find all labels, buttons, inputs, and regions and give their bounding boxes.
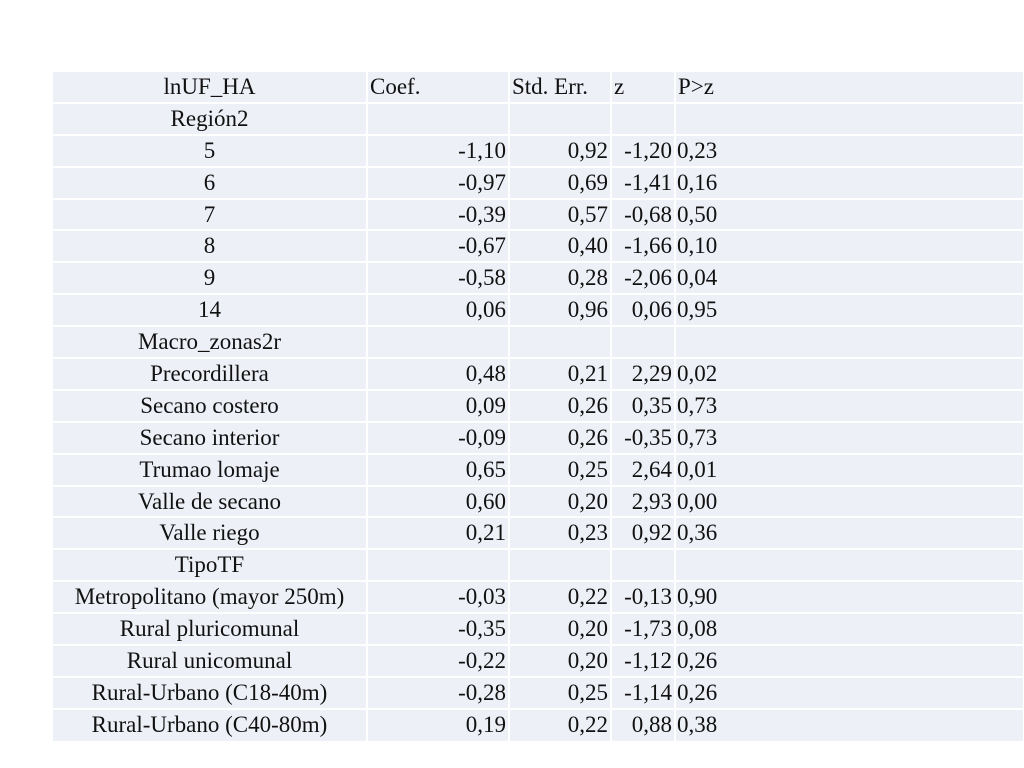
row-z: -1,66: [611, 230, 675, 262]
row-coef: [367, 103, 509, 135]
row-z: -1,41: [611, 167, 675, 199]
row-label: Secano interior: [53, 422, 367, 454]
header-z: z: [611, 71, 675, 103]
row-std-err: 0,40: [509, 230, 611, 262]
row-z: -1,73: [611, 613, 675, 645]
table-row: [53, 103, 1024, 135]
row-std-err: 0,28: [509, 262, 611, 294]
table-row: [53, 230, 1024, 262]
row-coef: -0,97: [367, 167, 509, 199]
table-row: [53, 677, 1024, 709]
row-std-err: [509, 549, 611, 581]
regression-table-container: [53, 70, 1024, 741]
table-row: [53, 645, 1024, 677]
table-row: [53, 486, 1024, 518]
row-std-err: 0,25: [509, 454, 611, 486]
row-p-value: [675, 326, 1024, 358]
row-label: TipoTF: [53, 549, 367, 581]
table-body: [53, 103, 1024, 741]
row-std-err: [509, 326, 611, 358]
row-std-err: 0,26: [509, 422, 611, 454]
table-row: [53, 262, 1024, 294]
row-label: Rural-Urbano (C18-40m): [53, 677, 367, 709]
row-label: 6: [53, 167, 367, 199]
row-label: Metropolitano (mayor 250m): [53, 581, 367, 613]
row-std-err: 0,21: [509, 358, 611, 390]
table-row: [53, 390, 1024, 422]
row-std-err: 0,22: [509, 581, 611, 613]
table-row: [53, 294, 1024, 326]
row-coef: -0,35: [367, 613, 509, 645]
row-p-value: 0,73: [675, 390, 1024, 422]
row-coef: 0,09: [367, 390, 509, 422]
row-z: 0,88: [611, 709, 675, 741]
row-coef: 0,60: [367, 486, 509, 518]
row-p-value: 0,16: [675, 167, 1024, 199]
row-z: 2,29: [611, 358, 675, 390]
row-std-err: 0,96: [509, 294, 611, 326]
regression-table: [53, 70, 1024, 741]
table-row: [53, 167, 1024, 199]
row-std-err: 0,23: [509, 517, 611, 549]
row-coef: -0,39: [367, 199, 509, 231]
row-label: Valle riego: [53, 517, 367, 549]
row-std-err: 0,20: [509, 486, 611, 518]
header-row: [53, 71, 1024, 103]
row-label: Macro_zonas2r: [53, 326, 367, 358]
row-z: 2,93: [611, 486, 675, 518]
row-std-err: 0,57: [509, 199, 611, 231]
table-row: [53, 581, 1024, 613]
row-coef: 0,21: [367, 517, 509, 549]
row-std-err: 0,20: [509, 613, 611, 645]
row-p-value: 0,95: [675, 294, 1024, 326]
row-std-err: [509, 103, 611, 135]
table-row: [53, 326, 1024, 358]
row-label: 8: [53, 230, 367, 262]
row-std-err: 0,22: [509, 709, 611, 741]
row-p-value: [675, 103, 1024, 135]
row-z: [611, 549, 675, 581]
row-z: -0,35: [611, 422, 675, 454]
row-coef: -0,22: [367, 645, 509, 677]
row-z: -0,13: [611, 581, 675, 613]
table-row: [53, 454, 1024, 486]
row-coef: -0,09: [367, 422, 509, 454]
row-z: -1,14: [611, 677, 675, 709]
row-std-err: 0,25: [509, 677, 611, 709]
row-z: [611, 326, 675, 358]
row-p-value: 0,38: [675, 709, 1024, 741]
table-row: [53, 422, 1024, 454]
row-coef: [367, 326, 509, 358]
row-coef: [367, 549, 509, 581]
row-coef: -0,28: [367, 677, 509, 709]
row-label: 9: [53, 262, 367, 294]
row-z: -0,68: [611, 199, 675, 231]
row-label: Valle de secano: [53, 486, 367, 518]
row-p-value: 0,36: [675, 517, 1024, 549]
row-coef: -1,10: [367, 135, 509, 167]
table-row: [53, 549, 1024, 581]
row-p-value: 0,04: [675, 262, 1024, 294]
row-z: [611, 103, 675, 135]
table-row: [53, 517, 1024, 549]
row-label: 5: [53, 135, 367, 167]
row-label: Secano costero: [53, 390, 367, 422]
row-z: -2,06: [611, 262, 675, 294]
row-z: -1,20: [611, 135, 675, 167]
row-coef: -0,58: [367, 262, 509, 294]
row-p-value: 0,01: [675, 454, 1024, 486]
row-label: Precordillera: [53, 358, 367, 390]
row-label: Trumao lomaje: [53, 454, 367, 486]
row-z: 0,35: [611, 390, 675, 422]
row-p-value: 0,00: [675, 486, 1024, 518]
row-z: 2,64: [611, 454, 675, 486]
row-coef: 0,65: [367, 454, 509, 486]
row-p-value: 0,90: [675, 581, 1024, 613]
row-coef: -0,67: [367, 230, 509, 262]
header-coef: Coef.: [367, 71, 509, 103]
table-row: [53, 358, 1024, 390]
row-label: 7: [53, 199, 367, 231]
row-label: Rural-Urbano (C40-80m): [53, 709, 367, 741]
row-label: Rural pluricomunal: [53, 613, 367, 645]
table-row: [53, 709, 1024, 741]
row-coef: -0,03: [367, 581, 509, 613]
row-std-err: 0,20: [509, 645, 611, 677]
table-row: [53, 135, 1024, 167]
row-label: Rural unicomunal: [53, 645, 367, 677]
row-p-value: 0,26: [675, 677, 1024, 709]
row-std-err: 0,69: [509, 167, 611, 199]
table-row: [53, 613, 1024, 645]
header-std-err: Std. Err.: [509, 71, 611, 103]
row-std-err: 0,92: [509, 135, 611, 167]
row-p-value: 0,10: [675, 230, 1024, 262]
row-p-value: 0,23: [675, 135, 1024, 167]
row-p-value: 0,02: [675, 358, 1024, 390]
row-coef: 0,06: [367, 294, 509, 326]
header-variable: lnUF_HA: [53, 71, 367, 103]
row-coef: 0,19: [367, 709, 509, 741]
row-coef: 0,48: [367, 358, 509, 390]
row-p-value: 0,50: [675, 199, 1024, 231]
row-std-err: 0,26: [509, 390, 611, 422]
row-p-value: 0,73: [675, 422, 1024, 454]
table-row: [53, 199, 1024, 231]
row-z: -1,12: [611, 645, 675, 677]
row-p-value: 0,08: [675, 613, 1024, 645]
row-p-value: 0,26: [675, 645, 1024, 677]
row-label: 14: [53, 294, 367, 326]
row-z: 0,92: [611, 517, 675, 549]
row-z: 0,06: [611, 294, 675, 326]
row-label: Región2: [53, 103, 367, 135]
row-p-value: [675, 549, 1024, 581]
header-p-value: P>z: [675, 71, 1024, 103]
